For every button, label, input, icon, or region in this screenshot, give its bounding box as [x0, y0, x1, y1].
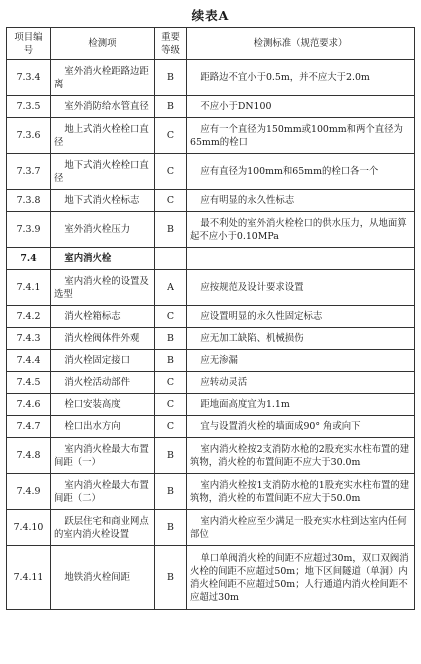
row-standard: 室内消火栓按1支消防水枪的1股充实水柱布置的建筑物，消火栓的布置间距不应大于50.0m — [187, 474, 415, 510]
table-title: 续表A — [191, 8, 230, 23]
row-standard: 应设置明显的永久性固定标志 — [187, 306, 415, 328]
table-row — [7, 510, 415, 546]
inspection-table — [6, 27, 415, 610]
row-code: 7.4.5 — [7, 372, 51, 394]
table-row — [7, 350, 415, 372]
row-code: 7.3.4 — [7, 60, 51, 96]
row-level: C — [155, 416, 187, 438]
row-item: 消火栓固定接口 — [51, 350, 155, 372]
table-row — [7, 306, 415, 328]
table-row — [7, 416, 415, 438]
row-standard: 应按规范及设计要求设置 — [187, 270, 415, 306]
row-level: B — [155, 438, 187, 474]
row-level: B — [155, 328, 187, 350]
section-code: 7.4 — [7, 248, 51, 270]
table-row — [7, 270, 415, 306]
row-level: C — [155, 118, 187, 154]
row-standard: 应无渗漏 — [187, 350, 415, 372]
row-item: 栓口安装高度 — [51, 394, 155, 416]
row-level: C — [155, 306, 187, 328]
row-level — [155, 248, 187, 270]
row-level: B — [155, 474, 187, 510]
row-code: 7.3.7 — [7, 154, 51, 190]
row-code: 7.4.4 — [7, 350, 51, 372]
row-item: 栓口出水方向 — [51, 416, 155, 438]
row-level: C — [155, 372, 187, 394]
row-level: B — [155, 212, 187, 248]
table-row — [7, 96, 415, 118]
table-row — [7, 474, 415, 510]
row-code: 7.4.9 — [7, 474, 51, 510]
row-item: 室外消火栓压力 — [51, 212, 155, 248]
row-code: 7.4.11 — [7, 546, 51, 610]
table-row — [7, 438, 415, 474]
row-standard: 应有明显的永久性标志 — [187, 190, 415, 212]
row-code: 7.3.6 — [7, 118, 51, 154]
row-level: C — [155, 154, 187, 190]
row-standard: 应无加工缺陷、机械损伤 — [187, 328, 415, 350]
row-level: B — [155, 546, 187, 610]
row-item: 地铁消火栓间距 — [51, 546, 155, 610]
row-code: 7.4.8 — [7, 438, 51, 474]
table-row — [7, 118, 415, 154]
row-code: 7.4.7 — [7, 416, 51, 438]
header-item: 检测项 — [51, 28, 155, 60]
row-code: 7.3.5 — [7, 96, 51, 118]
row-standard: 单口单阀消火栓的间距不应超过30m，双口双阀消火栓的间距不应超过50m；地下区间隧道（单洞）内消火栓间距不应超过50m；人行通道内消火栓间距不应超过30m — [187, 546, 415, 610]
row-standard: 应转动灵活 — [187, 372, 415, 394]
table-row — [7, 212, 415, 248]
row-code: 7.3.8 — [7, 190, 51, 212]
row-standard: 距地面高度宜为1.1m — [187, 394, 415, 416]
row-standard: 不应小于DN100 — [187, 96, 415, 118]
row-standard: 宜与设置消火栓的墙面成90° 角或向下 — [187, 416, 415, 438]
row-code: 7.4.3 — [7, 328, 51, 350]
row-item: 消火栓箱标志 — [51, 306, 155, 328]
table-row — [7, 154, 415, 190]
row-item: 室内消火栓最大布置间距（一） — [51, 438, 155, 474]
row-standard: 距路边不宜小于0.5m，并不应大于2.0m — [187, 60, 415, 96]
section-title: 室内消火栓 — [51, 248, 155, 270]
row-standard: 应有直径为100mm和65mm的栓口各一个 — [187, 154, 415, 190]
row-standard: 最不利处的室外消火栓栓口的供水压力，从地面算起不应小于0.10MPa — [187, 212, 415, 248]
row-standard: 室内消火栓应至少满足一股充实水柱到达室内任何部位 — [187, 510, 415, 546]
row-item: 地下式消火栓标志 — [51, 190, 155, 212]
header-row — [7, 28, 415, 60]
row-standard: 应有一个直径为150mm或100mm和两个直径为65mm的栓口 — [187, 118, 415, 154]
table-row — [7, 328, 415, 350]
header-level: 重要等级 — [155, 28, 187, 60]
table-row — [7, 190, 415, 212]
table-row — [7, 372, 415, 394]
row-item: 跃层住宅和商业网点的室内消火栓设置 — [51, 510, 155, 546]
row-item: 室内消火栓最大布置间距（二） — [51, 474, 155, 510]
row-level: B — [155, 510, 187, 546]
row-item: 地上式消火栓栓口直径 — [51, 118, 155, 154]
row-level: C — [155, 190, 187, 212]
row-code: 7.4.10 — [7, 510, 51, 546]
row-item: 室外消防给水管直径 — [51, 96, 155, 118]
row-standard — [187, 248, 415, 270]
table-row — [7, 394, 415, 416]
row-level: A — [155, 270, 187, 306]
row-level: B — [155, 96, 187, 118]
section-row — [7, 248, 415, 270]
row-standard: 室内消火栓按2支消防水枪的2股充实水柱布置的建筑物，消火栓的布置间距不应大于30.0m — [187, 438, 415, 474]
row-code: 7.3.9 — [7, 212, 51, 248]
table-row — [7, 60, 415, 96]
row-level: B — [155, 350, 187, 372]
row-code: 7.4.1 — [7, 270, 51, 306]
row-code: 7.4.2 — [7, 306, 51, 328]
row-item: 消火栓活动部件 — [51, 372, 155, 394]
row-level: C — [155, 394, 187, 416]
row-level: B — [155, 60, 187, 96]
row-item: 消火栓阀体件外观 — [51, 328, 155, 350]
table-row — [7, 546, 415, 610]
header-code: 项目编号 — [7, 28, 51, 60]
header-standard: 检测标准（规范要求） — [187, 28, 415, 60]
row-item: 地下式消火栓栓口直径 — [51, 154, 155, 190]
row-item: 室外消火栓距路边距离 — [51, 60, 155, 96]
row-code: 7.4.6 — [7, 394, 51, 416]
row-item: 室内消火栓的设置及选型 — [51, 270, 155, 306]
